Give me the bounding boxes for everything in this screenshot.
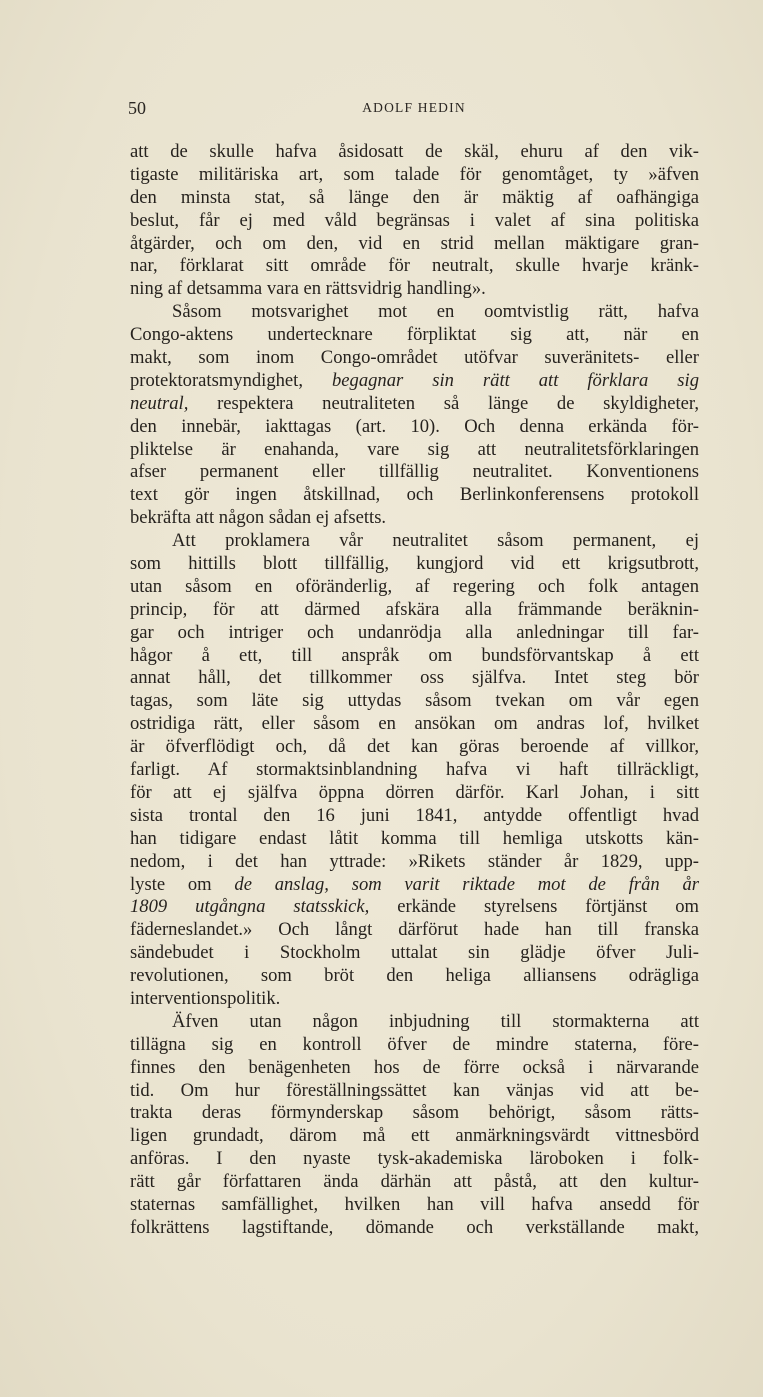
text-line (130, 874, 699, 897)
text-line: tagas, som läte sig uttydas såsom tvekan om vår egen (130, 690, 699, 712)
text-line: text gör ingen åtskillnad, och Berlinkonferensens protokoll (130, 484, 699, 506)
italic-text-segment: neutral, (130, 392, 189, 414)
text-line: princip, för att därmed afskära alla främmande beräknin- (130, 598, 699, 620)
text-line: sändebudet i Stockholm uttalat sin glädje öfver Juli- (130, 942, 699, 964)
italic-text-segment: 1809 utgångna statsskick, (130, 896, 370, 918)
text-line (130, 370, 699, 393)
italic-text-segment: begagnar sin rätt att förklara sig (331, 369, 699, 391)
text-segment: respektera neutraliteten så länge de skyldigheter, (188, 392, 699, 414)
body-text (130, 141, 699, 1240)
text-line: bekräfta att någon sådan ej afsetts. (130, 507, 387, 529)
text-line: ligen grundadt, därom må ett anmärkningsvärdt vittnesbörd (130, 1125, 699, 1147)
text-line: fäderneslandet.» Och långt därförut hade han till franska (130, 919, 699, 941)
text-line: tigaste militäriska art, som talade för genomtåget, ty »äfven (130, 163, 699, 185)
running-head: ADOLF HEDIN (362, 100, 466, 115)
italic-text-segment: de anslag, som varit riktade mot de från år (234, 873, 699, 895)
text-line: den minsta stat, så länge den är mäktig af oafhängiga (130, 186, 699, 208)
text-line: trakta deras förmynderskap såsom behörigt, såsom rätts- (130, 1102, 699, 1124)
text-line: revolutionen, som bröt den heliga alliansens odrägliga (130, 965, 699, 987)
text-line: tillägna sig en kontroll öfver de mindre staterna, före- (130, 1033, 699, 1055)
text-line (130, 393, 699, 416)
text-segment: protektoratsmyndighet, (130, 369, 332, 391)
text-line: är öfverflödigt och, då det kan göras beroende af villkor, (130, 736, 699, 758)
page-header (128, 98, 700, 120)
text-line: folkrättens lagstiftande, dömande och verkställande makt, (130, 1216, 699, 1238)
text-segment: erkände styrelsens förtjänst om (369, 896, 699, 918)
text-line: staternas samfällighet, hvilken han vill hafva ansedd för (130, 1193, 699, 1215)
text-line: Äfven utan någon inbjudning till stormakterna att (172, 1010, 699, 1032)
text-line: sista trontal den 16 juni 1841, antydde offentligt hvad (130, 804, 699, 826)
text-line: nedom, i det han yttrade: »Rikets ständer år 1829, upp- (130, 850, 699, 872)
text-line: makt, som inom Congo-området utöfvar suveränitets- eller (130, 347, 699, 369)
text-line: Att proklamera vår neutralitet såsom permanent, ej (172, 530, 699, 552)
text-line: åtgärder, och om den, vid en strid mellan mäktigare gran- (130, 232, 699, 254)
text-line: nar, förklarat sitt område för neutralt, skulle hvarje kränk- (130, 255, 699, 277)
text-line: för att ej själfva öppna dörren därför. Karl Johan, i sitt (130, 781, 699, 803)
text-line: hågor å ett, till anspråk om bundsförvantskap å ett (130, 644, 699, 666)
text-line: interventionspolitik. (130, 987, 281, 1009)
text-line: gar och intriger och undanrödja alla anledningar till far- (130, 621, 699, 643)
text-line: ning af detsamma vara en rättsvidrig handling». (130, 278, 486, 300)
text-line: han tidigare endast låtit komma till hemliga utskotts kän- (130, 827, 699, 849)
text-line: rätt går författaren ända därhän att påstå, att den kultur- (130, 1171, 699, 1193)
text-line: utan såsom en oföränderlig, af regering och folk antagen (130, 575, 699, 597)
text-line: ostridiga rätt, eller såsom en ansökan om andras lof, hvilket (130, 713, 699, 735)
text-line: den innebär, iakttagas (art. 10). Och denna erkända för- (130, 415, 699, 437)
page-number: 50 (128, 98, 146, 118)
text-segment: lyste om (130, 873, 235, 895)
text-line: annat håll, det tillkommer oss själfva. Intet steg bör (130, 667, 699, 689)
text-line: finnes den benägenheten hos de förre också i närvarande (130, 1056, 699, 1078)
text-line: pliktelse är enahanda, vare sig att neutralitetsförklaringen (130, 438, 699, 460)
text-line: beslut, får ej med våld begränsas i valet af sina politiska (130, 209, 699, 231)
text-line: afser permanent eller tillfällig neutralitet. Konventionens (130, 461, 699, 483)
text-line: som hittills blott tillfällig, kungjord vid ett krigsutbrott, (130, 553, 699, 575)
text-line: farligt. Af stormaktsinblandning hafva vi haft tillräckligt, (130, 759, 699, 781)
text-line: Congo-aktens undertecknare förpliktat sig att, när en (130, 324, 699, 346)
text-line: anföras. I den nyaste tysk-akademiska läroboken i folk- (130, 1148, 699, 1170)
text-line: Såsom motsvarighet mot en oomtvistlig rätt, hafva (172, 301, 699, 323)
text-line (130, 896, 699, 919)
text-line: att de skulle hafva åsidosatt de skäl, ehuru af den vik- (130, 141, 699, 162)
text-line: tid. Om hur föreställningssättet kan vänjas vid att be- (130, 1079, 699, 1101)
